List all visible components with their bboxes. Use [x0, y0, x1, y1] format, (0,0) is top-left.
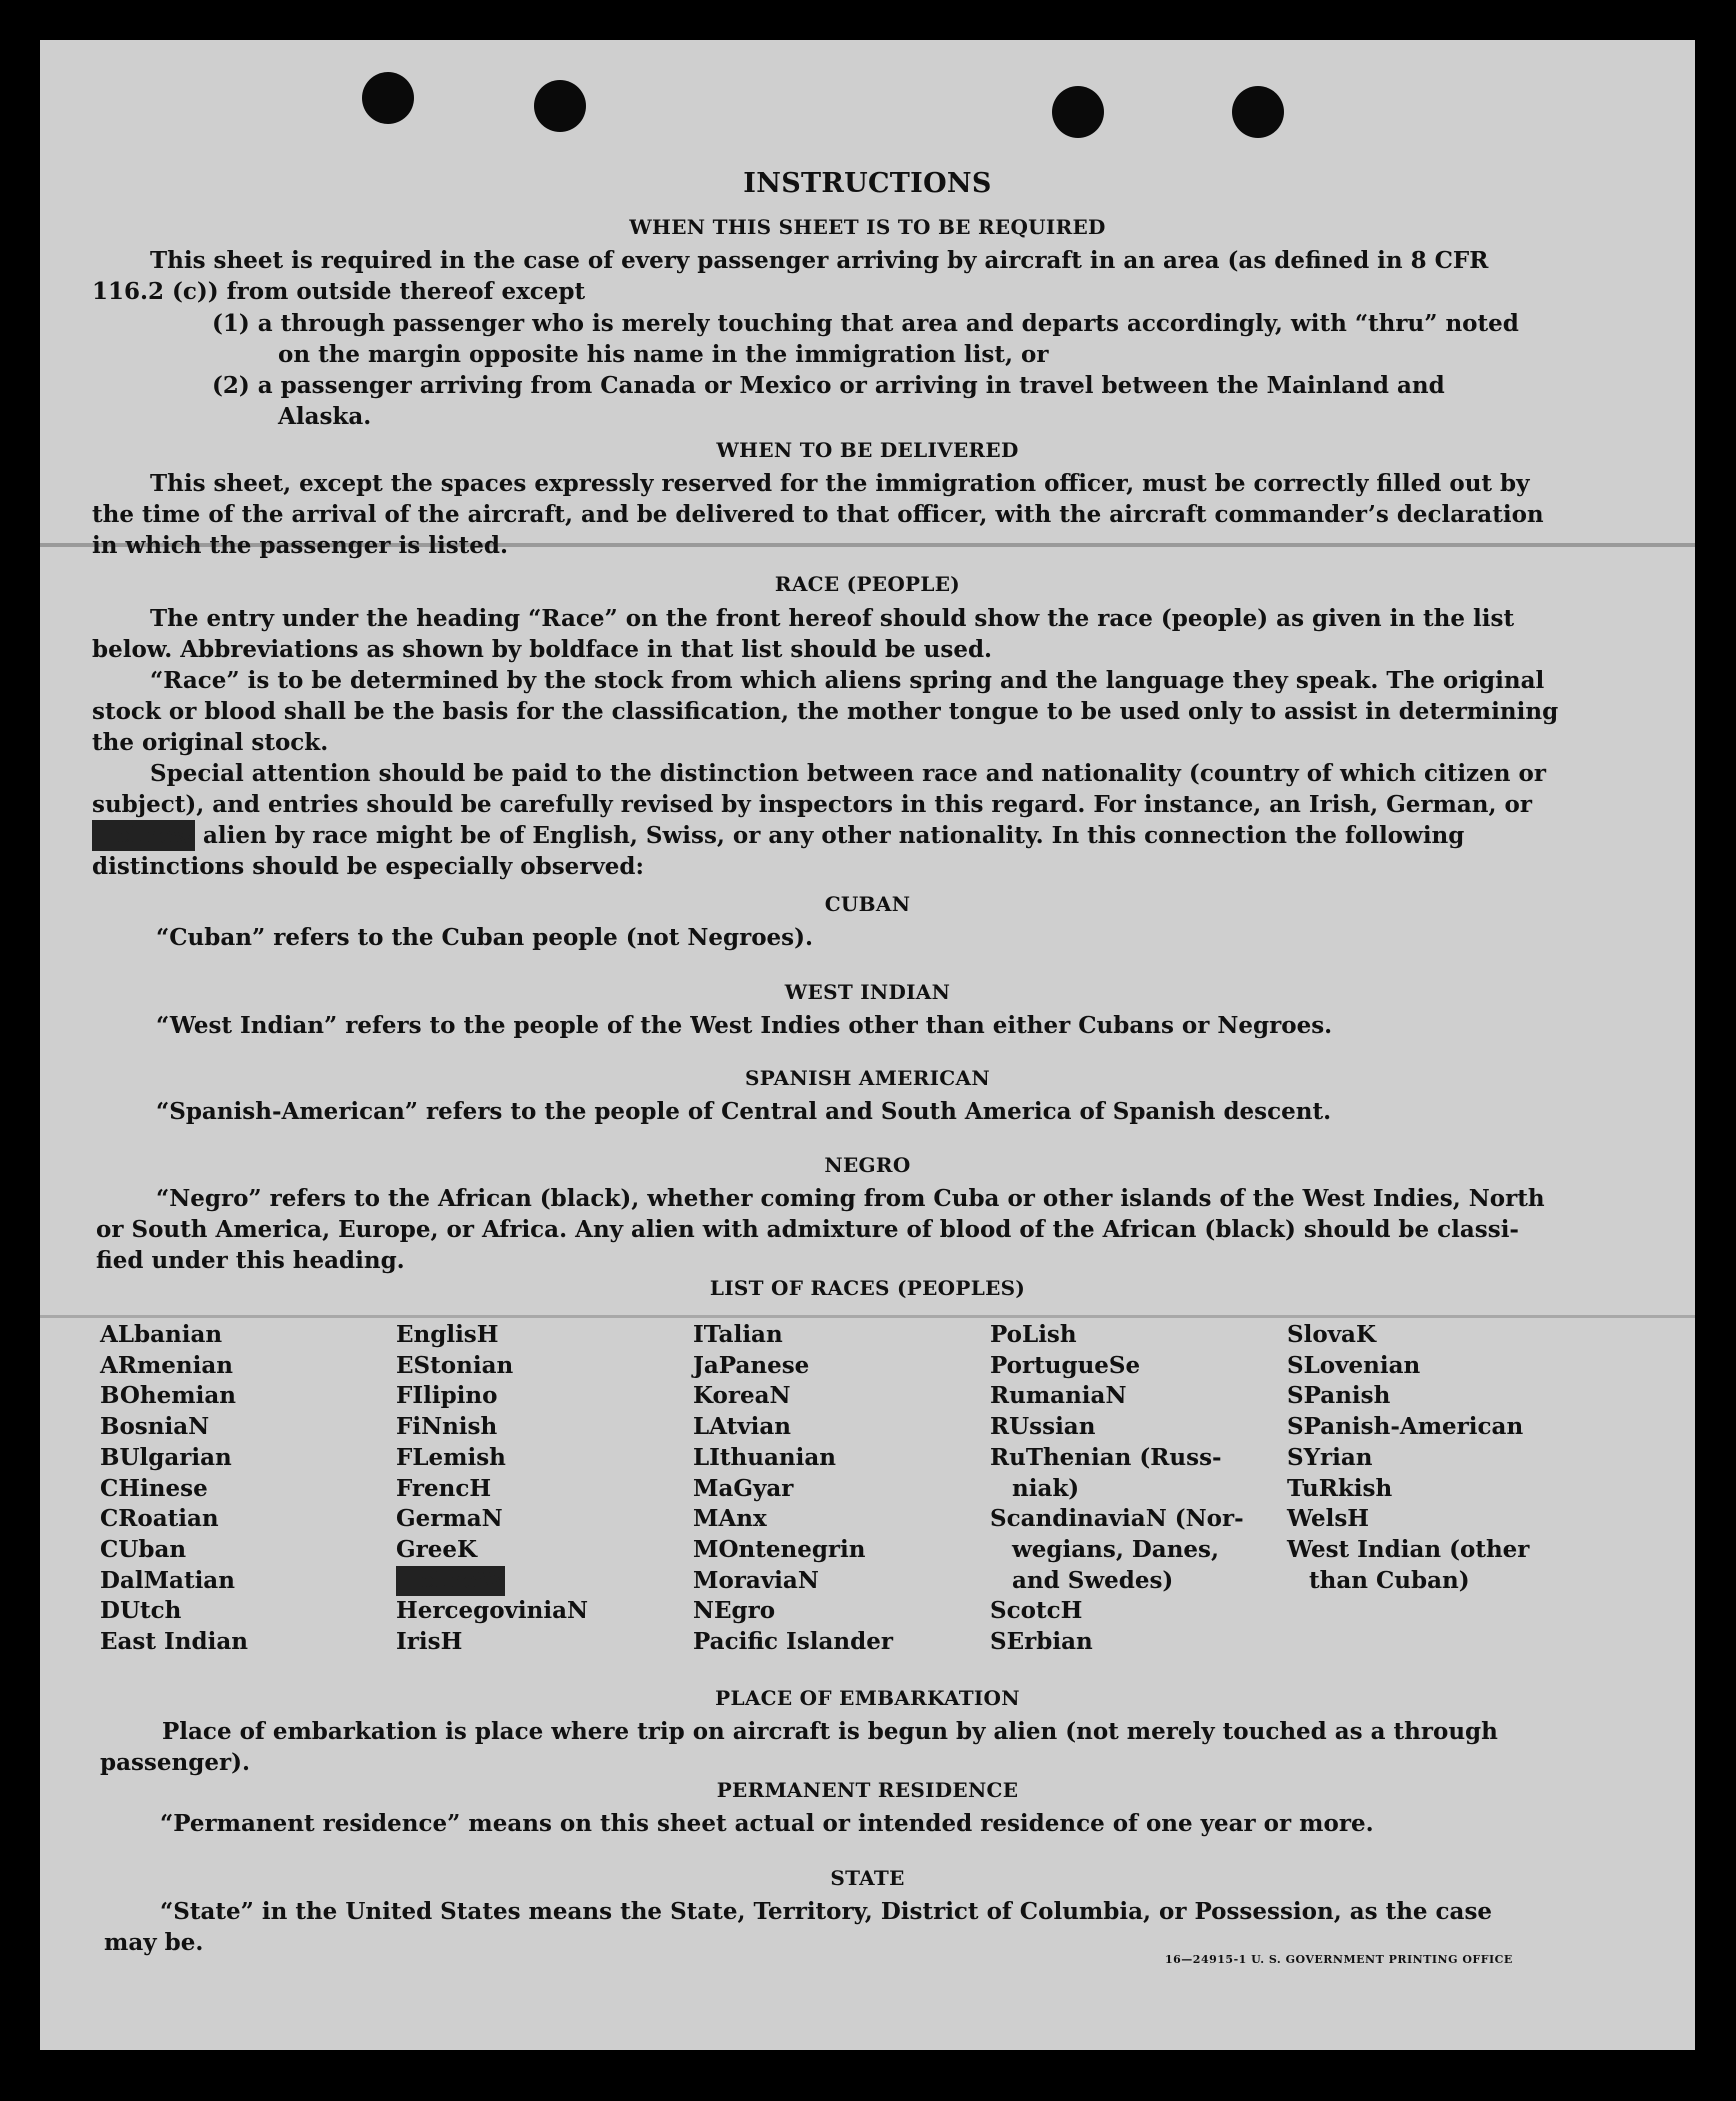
race-item: CHinese	[100, 1474, 208, 1502]
document-sheet	[40, 40, 1695, 2050]
fold-line	[40, 1315, 1695, 1318]
residence-text: “Permanent residence” means on this sheet actual or intended residence of one year or more.	[160, 1810, 1374, 1837]
race-item: ScotcH	[990, 1597, 1083, 1625]
punch-hole	[362, 72, 414, 124]
spanish-american-text: “Spanish-American” refers to the people of Central and South America of Spanish descent.	[156, 1098, 1332, 1125]
race-item: than Cuban)	[1309, 1566, 1470, 1594]
race-item: ScandinaviaN (Nor-	[990, 1505, 1244, 1533]
race-list-column-4	[990, 1320, 1244, 1658]
race-item: GreeK	[396, 1535, 478, 1563]
heading-embarkation: PLACE OF EMBARKATION	[715, 1686, 1020, 1710]
required-paragraph: This sheet is required in the case of every passenger arriving by aircraft in an area (as defined in 8 CFR 116.2 (c)) from outside thereof except	[92, 247, 1489, 305]
race-item: SPanish	[1287, 1382, 1391, 1410]
race-item: MoraviaN	[693, 1566, 819, 1594]
race-list-column-2	[396, 1320, 588, 1658]
heading-permanent-residence: PERMANENT RESIDENCE	[716, 1778, 1019, 1802]
race-item: FrencH	[396, 1474, 492, 1502]
race-list-column-3	[693, 1320, 893, 1658]
race-item: SlovaK	[1287, 1321, 1376, 1348]
race-item: and Swedes)	[1012, 1566, 1174, 1594]
race-item: KoreaN	[693, 1382, 791, 1410]
race-item: ITalian	[693, 1321, 783, 1348]
heading-list-of-races: LIST OF RACES (PEOPLES)	[709, 1276, 1026, 1300]
race-item: WelsH	[1287, 1505, 1370, 1533]
race-item: wegians, Danes,	[1012, 1535, 1219, 1563]
race-item: CRoatian	[100, 1505, 219, 1533]
race-item: ARmenian	[100, 1351, 234, 1379]
race-item: FLemish	[396, 1443, 506, 1471]
race-item: FiNnish	[396, 1413, 498, 1441]
race-item-redacted: HebreW	[396, 1566, 588, 1597]
race-item: CUban	[100, 1535, 187, 1563]
race-item: JaPanese	[693, 1351, 810, 1379]
punch-hole	[534, 80, 586, 132]
heading-race: RACE (PEOPLE)	[774, 572, 961, 596]
race-item: LAtvian	[693, 1413, 791, 1441]
race-item: West Indian (other	[1287, 1535, 1530, 1563]
race-item: FIlipino	[396, 1382, 498, 1410]
punch-hole	[1052, 86, 1104, 138]
negro-paragraph: “Negro” refers to the African (black), whether coming from Cuba or other islands of the West Indies, North or South America, Europe, or Africa. Any alien with admixture of blood of the African (black) should be classi- fied under this heading.	[96, 1185, 1545, 1274]
cuban-text: “Cuban” refers to the Cuban people (not Negroes).	[156, 924, 814, 951]
heading-negro: NEGRO	[824, 1153, 911, 1177]
delivered-paragraph: This sheet, except the spaces expressly reserved for the immigration officer, must be correctly filled out by the time of the arrival of the aircraft, and be delivered to that officer, with the aircraft commander’s declaration in which the passenger is listed.	[92, 470, 1544, 559]
race-item: Pacific Islander	[693, 1628, 893, 1656]
race-item: HercegoviniaN	[396, 1597, 589, 1625]
heading-spanish-american: SPANISH AMERICAN	[745, 1066, 990, 1090]
exception-2: (2) a passenger arriving from Canada or Mexico or arriving in travel between the Mainland and Alaska.	[212, 372, 1445, 430]
race-item: GermaN	[396, 1505, 503, 1533]
race-item: RumaniaN	[990, 1382, 1127, 1410]
race-item: NEgro	[693, 1597, 776, 1625]
race-item: IrisH	[396, 1628, 463, 1656]
heading-when-required: WHEN THIS SHEET IS TO BE REQUIRED	[629, 215, 1106, 239]
exception-1: (1) a through passenger who is merely touching that area and departs accordingly, with “thru” noted on the margin opposite his name in the immigration list, or	[212, 310, 1519, 368]
race-item: niak)	[1012, 1474, 1080, 1502]
race-item: TuRkish	[1287, 1474, 1393, 1502]
race-paragraph-1: The entry under the heading “Race” on the front hereof should show the race (people) as given in the list below. Abbreviations as shown by boldface in that list should be used.	[92, 605, 1515, 663]
race-paragraph-3: Special attention should be paid to the distinction between race and nationality (country of which citizen or subject), and entries should be carefully revised by inspectors in this regard. For instance, an Irish, German, or Hebrew alien by race might be of English, Swiss, or any other nationality. In this connection the following distinctions should be especially observed:	[92, 760, 1546, 880]
race-item: SErbian	[990, 1628, 1093, 1656]
race-item: SLovenian	[1287, 1351, 1421, 1379]
race-item: East Indian	[100, 1628, 248, 1656]
redacted-word: Hebrew	[94, 822, 193, 849]
race-item: EnglisH	[396, 1321, 499, 1348]
heading-cuban: CUBAN	[824, 892, 911, 916]
west-indian-text: “West Indian” refers to the people of the West Indies other than either Cubans or Negroes.	[156, 1012, 1333, 1039]
race-item: RuThenian (Russ-	[990, 1443, 1222, 1471]
race-item: PoLish	[990, 1321, 1077, 1348]
embarkation-paragraph: Place of embarkation is place where trip on aircraft is begun by alien (not merely touched as a through passenger).	[100, 1718, 1498, 1776]
race-item: BOhemian	[100, 1382, 236, 1410]
race-item: RUssian	[990, 1413, 1096, 1441]
page-title: INSTRUCTIONS	[743, 168, 992, 199]
race-item: ALbanian	[100, 1321, 223, 1348]
heading-when-delivered: WHEN TO BE DELIVERED	[716, 438, 1019, 462]
heading-state: STATE	[830, 1866, 905, 1890]
punch-hole	[1232, 86, 1284, 138]
race-paragraph-2: “Race” is to be determined by the stock from which aliens spring and the language they speak. The original stock or blood shall be the basis for the classification, the mother tongue to be used only to assist in determining the original stock.	[92, 667, 1559, 756]
race-item: MaGyar	[693, 1474, 794, 1502]
race-item: EStonian	[396, 1351, 514, 1379]
race-item: BosniaN	[100, 1413, 210, 1441]
race-item: PortugueSe	[990, 1351, 1141, 1379]
race-item: LIthuanian	[693, 1443, 836, 1471]
race-item: DUtch	[100, 1597, 182, 1625]
race-list-column-5	[1287, 1320, 1529, 1596]
race-item: SYrian	[1287, 1443, 1373, 1471]
state-paragraph: “State” in the United States means the State, Territory, District of Columbia, or Possession, as the case may be.	[104, 1898, 1493, 1956]
race-list-column-1	[100, 1320, 248, 1658]
race-item: DalMatian	[100, 1566, 235, 1594]
race-item: MOntenegrin	[693, 1535, 866, 1563]
race-item: SPanish-American	[1287, 1413, 1524, 1441]
printing-office-footer: 16—24915-1 U. S. GOVERNMENT PRINTING OFFICE	[1165, 1953, 1513, 1966]
race-item: MAnx	[693, 1505, 767, 1533]
heading-west-indian: WEST INDIAN	[784, 980, 951, 1004]
race-item: BUlgarian	[100, 1443, 232, 1471]
